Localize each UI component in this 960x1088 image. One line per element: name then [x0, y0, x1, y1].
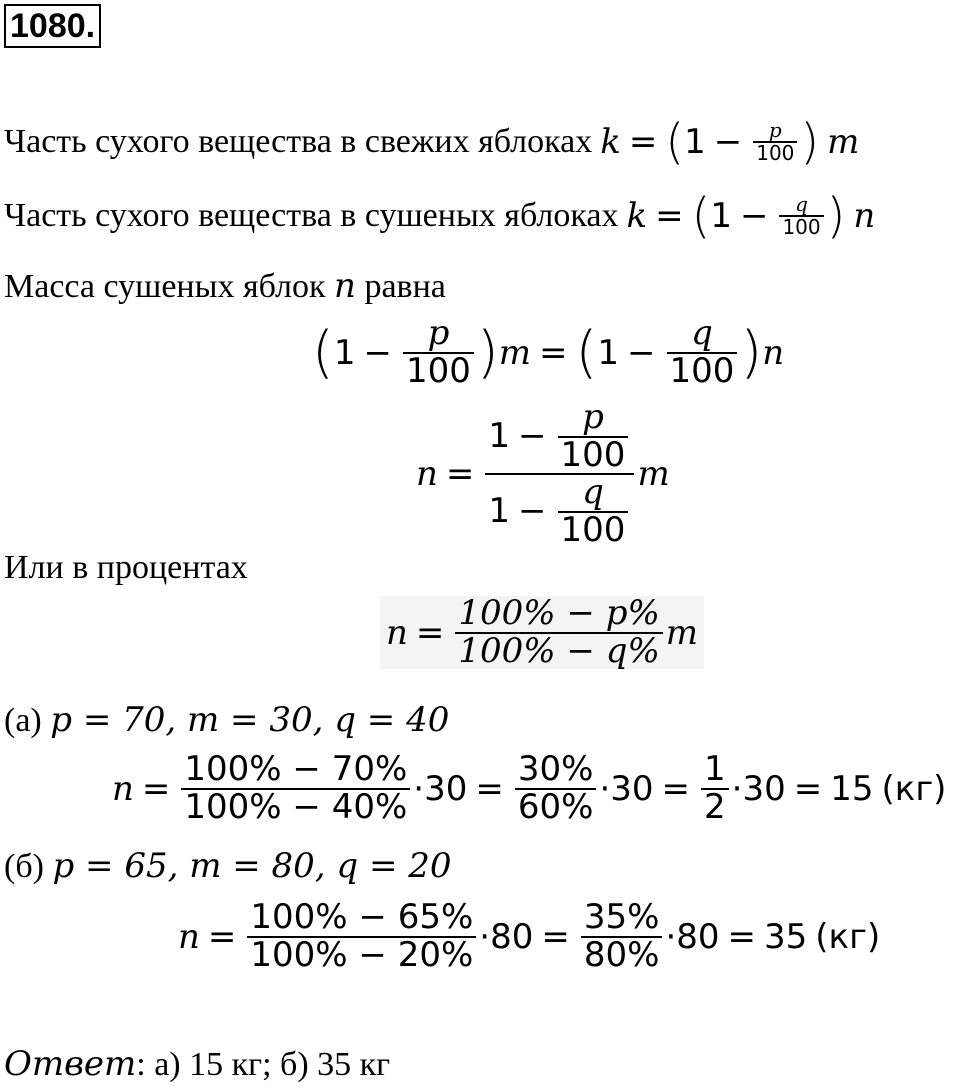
left-paren: ( — [665, 114, 685, 170]
denominator: 100 — [669, 350, 735, 391]
one: 1 — [333, 332, 356, 373]
numerator: 35% — [583, 897, 660, 937]
left-paren: ( — [691, 188, 711, 244]
fraction-p-100 — [753, 120, 797, 164]
multiplier: 30 — [610, 768, 654, 809]
answer-line — [4, 1044, 390, 1084]
case-b-label: (б) — [4, 848, 44, 885]
equation-n-fraction — [416, 397, 670, 551]
var-m: m — [498, 332, 532, 373]
numerator: q — [582, 472, 604, 513]
unit: (кг) — [815, 916, 881, 957]
mass-line — [4, 266, 446, 307]
var-n: n — [762, 332, 785, 373]
numerator: q — [691, 313, 713, 353]
denominator — [485, 472, 634, 551]
equals: = — [415, 612, 445, 653]
percent-fraction — [455, 593, 662, 671]
fraction-p-100 — [558, 397, 629, 475]
numerator: p — [582, 397, 604, 437]
equals: = — [539, 332, 568, 373]
left-paren: ( — [575, 319, 598, 385]
right-paren: ) — [826, 188, 846, 244]
right-paren: ) — [740, 319, 763, 385]
numerator — [485, 397, 634, 475]
fraction-2 — [515, 749, 597, 827]
equals: = — [727, 916, 757, 957]
multiply-dot: · — [413, 768, 425, 809]
denominator: 100 — [756, 141, 795, 165]
multiply-dot: · — [479, 916, 491, 957]
right-paren: ) — [476, 319, 499, 385]
minus: − — [713, 122, 743, 162]
fraction-q-100 — [667, 313, 738, 391]
fresh-apples-line — [4, 114, 860, 170]
var-m: m — [827, 122, 860, 162]
numerator: p — [768, 118, 782, 142]
answer-label: Ответ — [4, 1044, 137, 1084]
one: 1 — [488, 415, 511, 456]
numerator: 30% — [517, 749, 594, 789]
denominator: 100% − q% — [458, 630, 660, 671]
dried-apples-line — [4, 188, 876, 244]
var-k: k — [600, 122, 621, 162]
problem-number: 1080. — [4, 4, 101, 48]
multiplier: 30 — [424, 768, 468, 809]
percent-label: Или в процентах — [4, 549, 248, 586]
multiplier: 80 — [676, 916, 720, 957]
denominator: 100 — [406, 350, 471, 391]
case-a-given — [4, 700, 449, 741]
numerator: q — [795, 192, 808, 216]
fraction-1 — [247, 897, 476, 975]
case-b-values: p = 65, m = 80, q = 20 — [52, 846, 452, 886]
minus: − — [518, 415, 547, 456]
mass-label-after: равна — [364, 268, 446, 305]
numerator: 100% − p% — [458, 593, 660, 633]
var-n: n — [416, 454, 438, 495]
numerator: 100% − 70% — [184, 749, 408, 789]
denominator: 100 — [560, 510, 626, 551]
numerator: 100% − 65% — [250, 897, 474, 937]
multiply-dot: · — [599, 768, 611, 809]
fraction-p-100 — [403, 313, 474, 391]
equals: = — [207, 916, 237, 957]
equation-balance — [312, 313, 785, 391]
case-b-given — [4, 846, 452, 887]
fraction-1 — [181, 749, 410, 827]
multiplier: 30 — [742, 768, 786, 809]
dried-label: Часть сухого вещества в сушеных яблоках — [4, 197, 619, 234]
equals: = — [541, 916, 570, 957]
equals: = — [628, 122, 658, 162]
answer-text: : а) 15 кг; б) 35 кг — [136, 1046, 391, 1083]
minus: − — [739, 196, 769, 236]
denominator: 60% — [517, 786, 594, 827]
minus: − — [627, 332, 656, 373]
fresh-label: Часть сухого вещества в свежих яблоках — [4, 123, 593, 160]
numerator: 1 — [704, 749, 726, 789]
denominator: 100% − 40% — [184, 786, 408, 827]
var-m: m — [665, 612, 699, 653]
equals: = — [661, 768, 691, 809]
fraction-2 — [581, 897, 663, 975]
fraction-q-100 — [779, 194, 823, 238]
unit: (кг) — [881, 768, 947, 809]
percent-formula — [380, 593, 704, 671]
denominator: 2 — [704, 786, 726, 827]
compound-fraction — [485, 397, 634, 551]
denominator: 100 — [560, 434, 626, 475]
equals: = — [141, 768, 171, 809]
var-n: n — [386, 612, 408, 653]
equals: = — [793, 768, 823, 809]
var-m: m — [637, 454, 670, 495]
one: 1 — [597, 332, 620, 373]
fraction-3 — [701, 749, 729, 827]
result: 35 — [764, 916, 808, 957]
var-n: n — [334, 266, 356, 306]
numerator: p — [427, 313, 450, 353]
denominator: 100% − 20% — [250, 934, 474, 975]
multiply-dot: · — [665, 916, 677, 957]
multiply-dot: · — [731, 768, 743, 809]
one: 1 — [684, 122, 706, 162]
left-paren: ( — [312, 319, 334, 385]
fraction-q-100 — [558, 472, 629, 551]
one: 1 — [710, 196, 732, 236]
var-n: n — [112, 768, 134, 809]
denominator: 100 — [782, 215, 821, 239]
case-a-computation — [112, 749, 947, 827]
one: 1 — [488, 491, 511, 532]
multiplier: 80 — [490, 916, 534, 957]
case-a-values: p = 70, m = 30, q = 40 — [50, 700, 450, 740]
equals: = — [475, 768, 504, 809]
equals: = — [655, 196, 684, 236]
mass-label-before: Масса сушеных яблок — [4, 268, 326, 305]
denominator: 80% — [583, 934, 660, 975]
right-paren: ) — [800, 114, 820, 170]
var-k: k — [626, 196, 648, 236]
case-b-computation — [178, 897, 881, 975]
minus: − — [363, 332, 392, 373]
case-a-label: (а) — [4, 702, 42, 739]
minus: − — [518, 491, 547, 532]
equals: = — [445, 454, 475, 495]
var-n: n — [178, 916, 200, 957]
var-n: n — [853, 196, 876, 236]
result: 15 — [830, 768, 874, 809]
